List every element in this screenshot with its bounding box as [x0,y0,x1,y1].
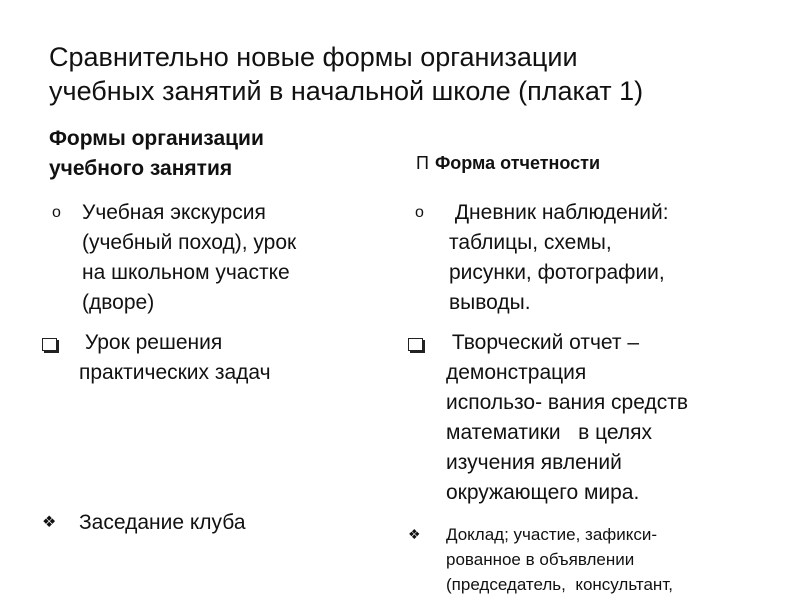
left-item-club-text [79,508,382,538]
text-line: Творческий отчет – [446,331,640,354]
slide-title-line-1: Сравнительно новые формы организации [49,42,578,72]
text-line: рованное в объявлении [446,550,635,569]
text-line: (учебный поход), урок [82,231,297,254]
right-item-diary-text [449,198,782,318]
right-item-report-text [446,522,778,597]
left-heading-line-1: Формы организации [49,127,264,150]
left-item-practical-lesson-text [79,328,382,388]
right-heading-text: Форма отчетности [434,153,601,173]
left-item-club [42,508,382,538]
text-line: математики в целях [446,421,653,444]
text-line: использо- вания средств [446,391,688,414]
right-item-creative-report-text [446,328,778,508]
right-heading-bullet: П [416,153,429,173]
left-heading-line-2: учебного занятия [49,157,233,180]
left-item-excursion [49,198,389,318]
slide-title [49,40,769,108]
text-line: на школьном участке [82,261,290,284]
diamond-bullet-icon: ❖ [42,514,57,531]
text-line: Заседание клуба [79,511,246,534]
text-line: рисунки, фотографии, [449,261,665,284]
text-line: Дневник наблюдений: [449,201,669,224]
left-column-heading [49,124,389,184]
right-item-creative-report [408,328,778,508]
text-line: Доклад; участие, зафикси- [446,525,658,544]
text-line: окружающего мира. [446,481,640,504]
slide-title-line-2: учебных занятий в начальной школе (плакат 1) [49,76,644,106]
text-line: демонстрация [446,361,587,384]
text-line: Учебная экскурсия [82,201,266,224]
hollow-circle-bullet-icon: o [52,204,61,221]
hollow-circle-bullet-icon: o [415,204,424,221]
right-item-report [408,522,778,597]
text-line: таблицы, схемы, [449,231,612,254]
text-line: практических задач [79,361,271,384]
text-line: изучения явлений [446,451,622,474]
left-item-practical-lesson [42,328,382,388]
text-line: (дворе) [82,291,155,314]
left-item-excursion-text [82,198,389,318]
diamond-bullet-icon: ❖ [408,526,421,542]
right-item-diary [412,198,782,318]
text-line: выводы. [449,291,531,314]
text-line: (председатель, консультант, [446,575,673,594]
text-line: Урок решения [79,331,223,354]
right-column-heading [416,150,776,176]
